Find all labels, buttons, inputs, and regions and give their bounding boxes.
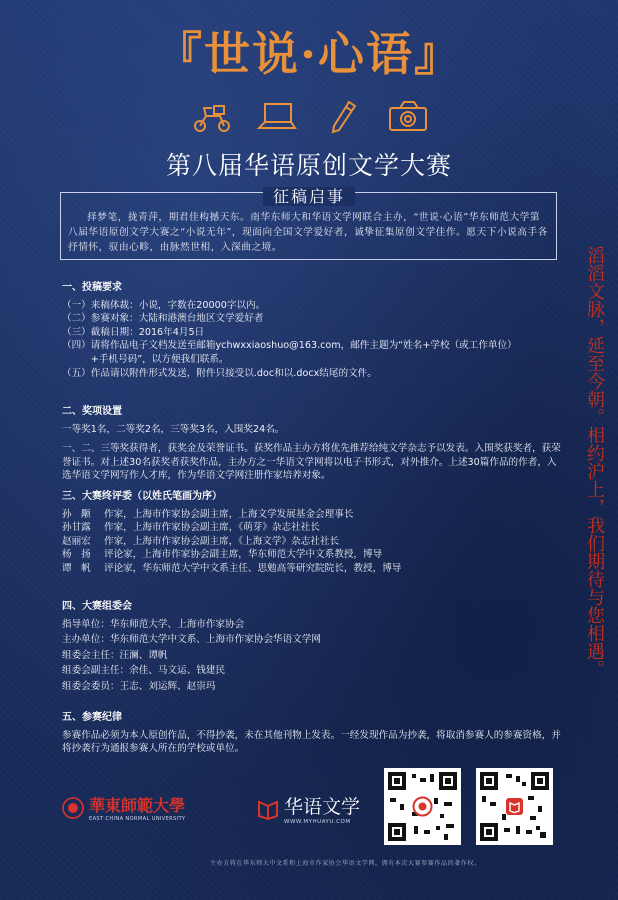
list-item: 组委会副主任：余佳、马文运、钱建民 [62,665,226,677]
judge-row [62,548,562,562]
camera-icon [386,98,430,134]
huayu-name: 华语文学 [284,796,361,818]
list-item: （五）作品请以附件形式发送，附件只接受以.doc和以.docx结尾的文件。 [62,367,377,379]
section-heading: 五、参赛纪律 [62,712,122,723]
qr-code-ecnu [384,768,461,845]
judge-row [62,562,562,576]
section-committee [62,600,562,694]
judge-desc: 评论家，上海市作家协会副主席，华东师范大学中文系教授，博导 [104,549,383,561]
section-heading: 二、奖项设置 [62,406,122,417]
judge-desc: 作家，上海市作家协会副主席，《上海文学》杂志社社长 [104,535,340,547]
section-awards [62,405,562,483]
judge-row [62,508,562,522]
notice-text: 择梦笔，拢青萍，期君佳构撼天东。南华东师大和华语文学网联合主办，“世说·心语”华东师范大学第八届华语原创文学大赛之“小说无年”，现面向全国文学爱好者，诚挚征集原创文学佳作。愿天下小说高手各抒情怀，驭由心畛，由脉然世相，入深曲之境。 [68,212,548,253]
list-item: （二）参赛对象：大陆和港澳台地区文学爱好者 [62,313,264,325]
laptop-icon [255,98,299,134]
judge-row [62,521,562,535]
list-item: 组委会委员：王志、刘运辉、赵崇玛 [62,680,216,692]
notice-label: 征稿启事 [263,187,355,206]
list-item: （一）来稿体裁：小说，字数在20000字以内。 [62,299,266,311]
judge-desc: 作家，上海市作家协会副主席，《萌芽》杂志社社长 [104,522,320,534]
qr-code-icon [476,768,553,845]
icon-row [190,98,430,138]
list-item: +手机号码”，以方便我们联系。 [62,353,229,365]
list-item: （三）截稿日期：2016年4月5日 [62,326,205,338]
section-heading: 四、大赛组委会 [62,601,132,612]
qr-code-huayu [476,768,553,845]
footer-note: 主办方将在华东师大中文系和上海市作家协会华语文学网，拥有本次大赛参赛作品的著作权。 [210,860,481,867]
side-slogan: 滔滔文脉，延至今朝。相约沪上，我们期待与您相遇。 [584,246,605,678]
judge-name: 孙甘露 [62,522,91,534]
scooter-icon [190,98,234,134]
huayu-url: WWW.MYHUAYU.COM [284,819,351,825]
section-heading: 一、投稿要求 [62,282,122,293]
huayu-emblem-icon [257,798,279,820]
section-submission [62,281,562,380]
discipline-text: 参赛作品必须为本人原创作品，不得抄袭，未在其他刊物上发表。一经发现作品为抄袭，将取消参赛人的参赛资格，并将抄袭行为通报参赛人所在的学校或单位。 [62,729,561,755]
judge-name: 赵丽宏 [62,535,91,547]
section-judges [62,490,562,576]
judge-desc: 作家，上海市作家协会副主席，上海文学发展基金会理事长 [104,508,354,520]
judge-name: 谭 帆 [62,562,91,574]
list-item: 主办单位：华东师范大学中文系、上海市作家协会华语文学网 [62,634,322,646]
ecnu-emblem-icon [62,797,84,819]
ecnu-en-name: EAST CHINA NORMAL UNIVERSITY [89,816,186,822]
qr-code-icon [384,768,461,845]
list-item: 组委会主任：汪澜、谭帆 [62,649,168,661]
judge-name: 杨 扬 [62,549,91,561]
judge-desc: 评论家，华东师范大学中文系主任、思勉高等研究院院长，教授，博导 [104,562,402,574]
list-item: 指导单位：华东师范大学、上海市作家协会 [62,618,245,630]
judge-name: 孙 颙 [62,508,91,520]
huayu-logo [257,792,360,825]
awards-summary: 一等奖1名，二等奖2名，三等奖3名，入围奖24名。 [62,423,285,435]
ecnu-logo [62,793,185,822]
pen-icon [321,98,365,134]
section-discipline [62,711,562,756]
awards-detail: 一、二、三等奖获得者，获奖金及荣誉证书。获奖作品主办方将优先推荐给纯文学杂志予以发表。入围奖获奖者，获荣誉证书。对上述30名获奖者获奖作品，主办方之一华语文学网将以电子书形式，对外推介。上述30篇作品的作者，入选华语文学网写作人才库，作为华语文学网注册作家培养对象。 [62,443,561,482]
contest-subtitle: 第八届华语原创文学大赛 [165,151,452,180]
poster-title: 『世说·心语』 [155,27,462,81]
judge-row [62,535,562,549]
notice-label-wrap [0,184,618,207]
ecnu-name: 華東師範大學 [89,796,186,815]
list-item: （四）请将作品电子文档发送至邮箱ychwxxiaoshuo@163.com，邮件主题为“姓名+学校（或工作单位） [62,340,517,352]
section-heading: 三、大赛终评委（以姓氏笔画为序） [62,491,222,502]
